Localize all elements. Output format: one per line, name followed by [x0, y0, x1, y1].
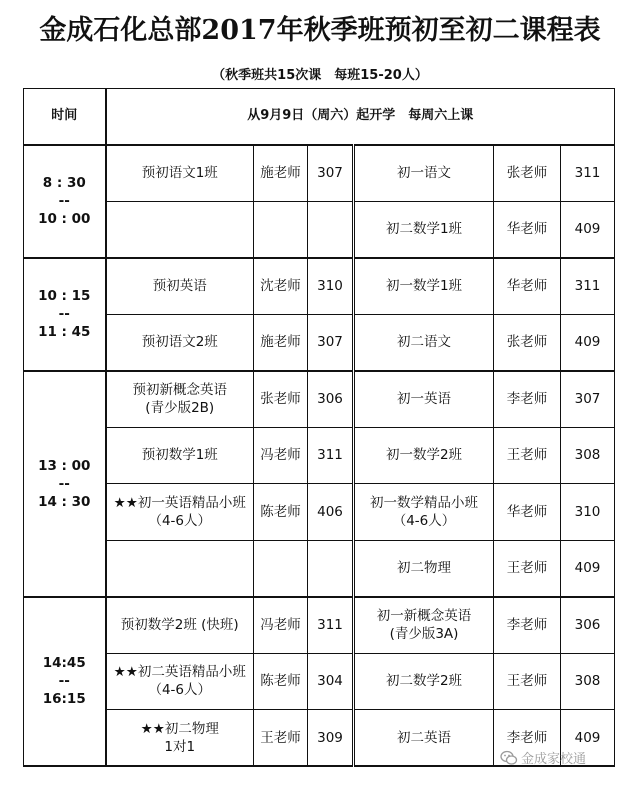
teacher-name: 李老师 — [494, 371, 561, 428]
time-slot — [24, 597, 106, 767]
teacher-name: 施老师 — [254, 145, 308, 202]
course-name-line: 预初英语 — [152, 278, 207, 294]
course-name-line: 初一数学1班 — [385, 278, 463, 294]
course-note-line: (青少版3A) — [389, 626, 459, 642]
time-slot-line: 16:15 — [42, 691, 86, 708]
course-name — [354, 653, 494, 710]
teacher-name: 施老师 — [254, 314, 308, 371]
course-name — [106, 653, 254, 710]
teacher-name: 冯老师 — [254, 597, 308, 654]
course-name — [354, 427, 494, 484]
teacher-name: 王老师 — [494, 540, 561, 597]
course-name-line: 初一数学2班 — [385, 447, 463, 464]
schedule-row — [24, 540, 615, 597]
time-slot-line: 11 : 45 — [38, 324, 91, 340]
room-number: 306 — [308, 371, 354, 428]
header-start-note: 从9月9日（周六）起开学 每周六上课 — [106, 89, 615, 145]
room-number — [308, 540, 354, 597]
time-slot-line: 10 : 00 — [38, 211, 91, 227]
course-note-line: 1对1 — [164, 738, 196, 755]
time-slot-line: -- — [58, 475, 70, 492]
room-number: 307 — [308, 314, 354, 371]
schedule-row — [24, 371, 615, 428]
page-title: 金成石化总部2017年秋季班预初至初二课程表 — [39, 15, 601, 46]
teacher-name: 沈老师 — [254, 258, 308, 315]
teacher-name — [254, 201, 308, 258]
course-name — [354, 201, 494, 258]
teacher-name: 张老师 — [254, 371, 308, 428]
time-slot-line: -- — [58, 193, 70, 209]
course-name — [354, 540, 494, 597]
course-name-line: 初一数学精品小班 — [370, 494, 478, 511]
time-slot-line: 10 : 15 — [38, 288, 91, 304]
course-note-line: （4-6人） — [148, 512, 212, 529]
course-name-line: 初二物理 — [397, 560, 451, 576]
time-slot-line: -- — [58, 673, 70, 690]
time-slot-line: -- — [58, 306, 70, 322]
room-number: 311 — [561, 145, 615, 202]
teacher-name: 陈老师 — [254, 484, 308, 541]
time-slot-line: 8 : 30 — [42, 175, 86, 191]
room-number: 304 — [308, 653, 354, 710]
course-name-line: 预初数学1班 — [141, 447, 218, 464]
room-number: 409 — [561, 314, 615, 371]
course-note-line: （4-6人） — [148, 682, 212, 699]
room-number: 409 — [561, 540, 615, 597]
room-number: 409 — [561, 710, 615, 767]
time-slot — [24, 258, 106, 371]
schedule-row — [24, 484, 615, 541]
teacher-name: 李老师 — [494, 710, 561, 767]
room-number: 406 — [308, 484, 354, 541]
room-number: 310 — [561, 484, 615, 541]
course-name — [106, 710, 254, 767]
course-name — [106, 427, 254, 484]
course-name-line: 初一英语 — [397, 391, 451, 407]
time-slot — [24, 371, 106, 597]
course-name-line: 初一语文 — [397, 165, 451, 181]
page-subtitle: （秋季班共15次课 每班15-20人） — [212, 68, 428, 83]
room-number: 310 — [308, 258, 354, 315]
schedule-row — [24, 653, 615, 710]
watermark-text: 金成家校通 — [521, 752, 587, 767]
time-slot-line: 14 : 30 — [38, 493, 91, 510]
course-name-line: ★★初二物理 — [140, 720, 219, 737]
course-name — [106, 145, 254, 202]
wechat-icon — [500, 749, 518, 767]
teacher-name: 陈老师 — [254, 653, 308, 710]
schedule-row — [24, 145, 615, 202]
course-name — [106, 201, 254, 258]
room-number: 409 — [561, 201, 615, 258]
header-time-label: 时间 — [24, 89, 106, 145]
course-name — [354, 314, 494, 371]
course-name — [106, 597, 254, 654]
schedule-row — [24, 258, 615, 315]
course-name-line: 预初数学2班 (快班) — [120, 617, 239, 633]
room-number: 311 — [308, 597, 354, 654]
teacher-name: 王老师 — [494, 427, 561, 484]
course-name — [354, 710, 494, 767]
course-name-line: 预初语文2班 — [141, 334, 218, 350]
room-number: 308 — [561, 427, 615, 484]
watermark — [500, 748, 586, 767]
course-name-line: 初二英语 — [397, 729, 451, 746]
teacher-name: 王老师 — [254, 710, 308, 767]
course-name-line: 预初新概念英语 — [132, 382, 227, 398]
course-name-line: 预初语文1班 — [141, 165, 218, 181]
course-name-line: 初二语文 — [397, 334, 451, 350]
course-name — [106, 314, 254, 371]
course-name — [354, 597, 494, 654]
course-name — [354, 258, 494, 315]
course-name-line: 初一新概念英语 — [376, 608, 472, 624]
time-slot-line: 14:45 — [42, 655, 86, 672]
schedule-row — [24, 201, 615, 258]
schedule-table — [23, 88, 615, 767]
schedule-row — [24, 427, 615, 484]
time-slot — [24, 145, 106, 258]
room-number: 309 — [308, 710, 354, 767]
course-note-line: （4-6人） — [392, 512, 456, 529]
course-note-line: (青少版2B) — [145, 400, 215, 416]
course-name — [354, 371, 494, 428]
course-name-line: 初二数学2班 — [385, 673, 463, 690]
teacher-name: 华老师 — [494, 258, 561, 315]
teacher-name: 王老师 — [494, 653, 561, 710]
course-name — [106, 371, 254, 428]
room-number: 308 — [561, 653, 615, 710]
room-number — [308, 201, 354, 258]
teacher-name: 张老师 — [494, 314, 561, 371]
course-name-line: ★★初一英语精品小班 — [113, 494, 246, 511]
room-number: 311 — [308, 427, 354, 484]
schedule-row — [24, 597, 615, 654]
header-row — [24, 89, 615, 145]
teacher-name: 冯老师 — [254, 427, 308, 484]
teacher-name: 华老师 — [494, 201, 561, 258]
room-number: 306 — [561, 597, 615, 654]
teacher-name: 李老师 — [494, 597, 561, 654]
schedule-row — [24, 314, 615, 371]
course-name-line: ★★初二英语精品小班 — [113, 664, 246, 681]
room-number: 307 — [308, 145, 354, 202]
teacher-name: 华老师 — [494, 484, 561, 541]
teacher-name: 张老师 — [494, 145, 561, 202]
course-name — [106, 484, 254, 541]
room-number: 307 — [561, 371, 615, 428]
room-number: 311 — [561, 258, 615, 315]
course-name — [354, 145, 494, 202]
course-name — [354, 484, 494, 541]
course-name — [106, 540, 254, 597]
course-name-line: 初二数学1班 — [385, 221, 463, 237]
course-name — [106, 258, 254, 315]
teacher-name — [254, 540, 308, 597]
time-slot-line: 13 : 00 — [38, 457, 91, 474]
